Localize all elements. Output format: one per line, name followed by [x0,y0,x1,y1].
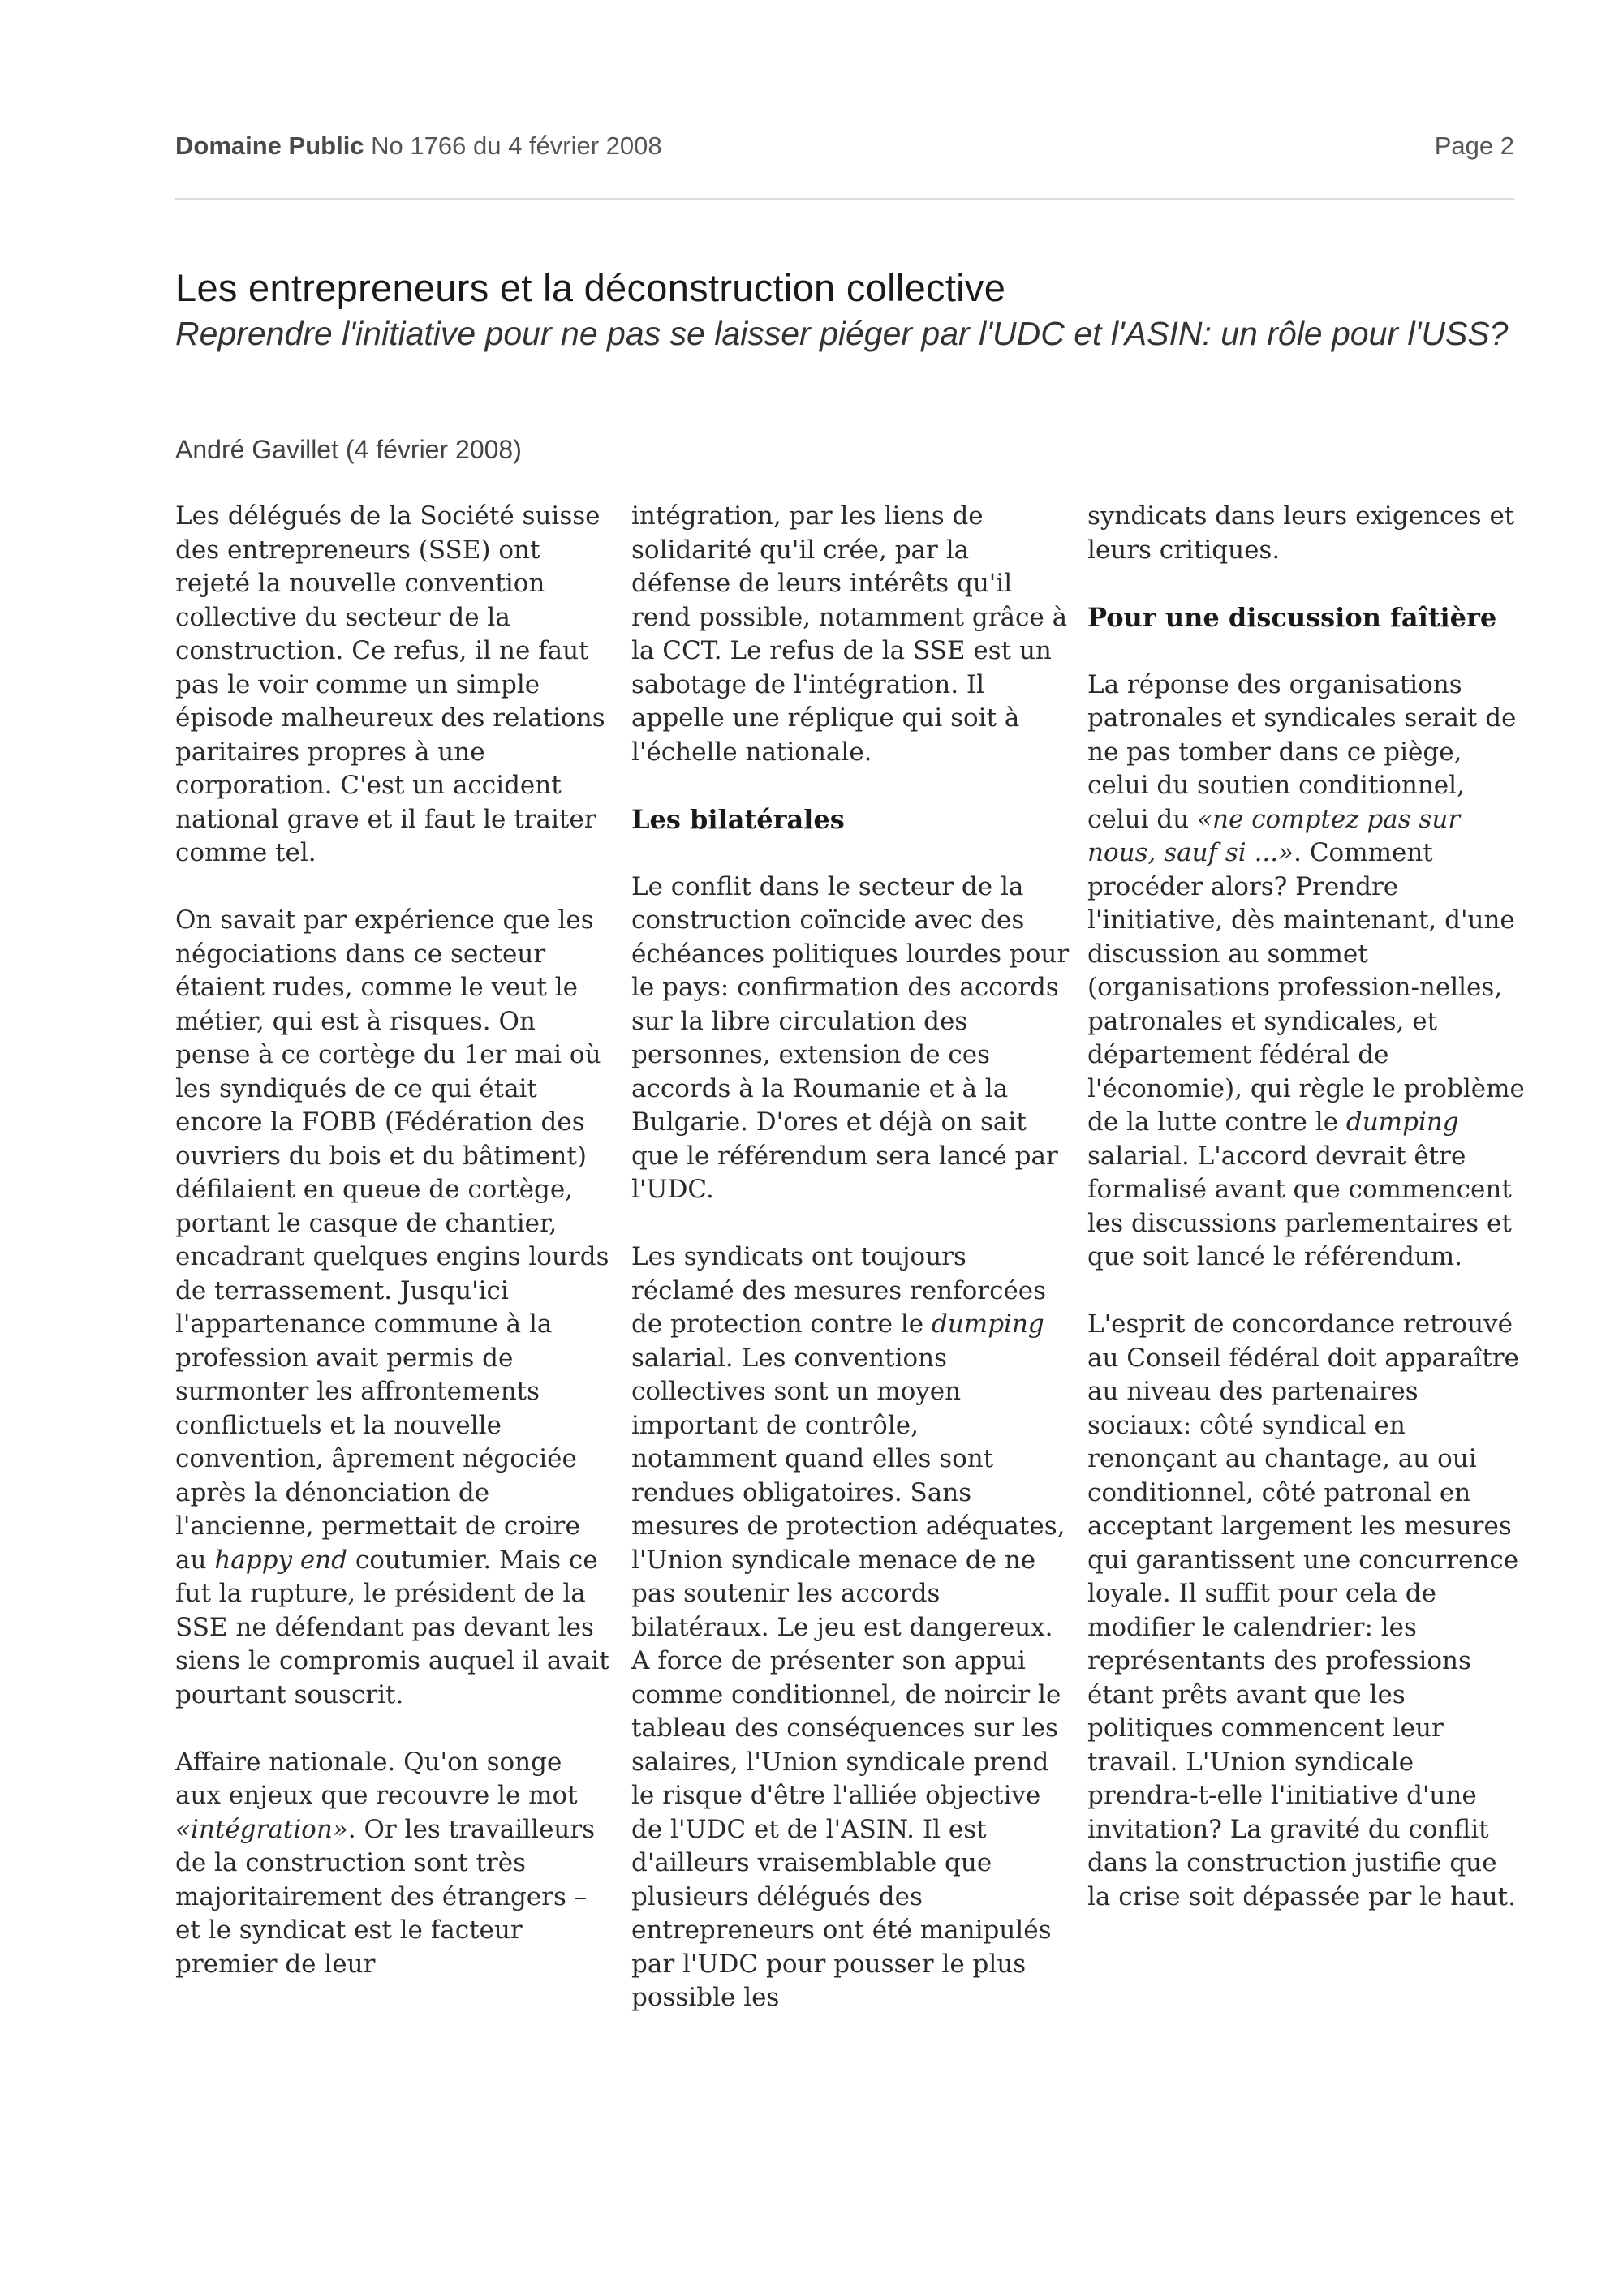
paragraph: syndicats dans leurs exigences et leurs critiques. [1087,501,1515,565]
emphasis: «intégration» [175,1814,348,1844]
section-heading: Les bilatérales [631,803,845,835]
emphasis: dumping [931,1309,1044,1339]
page-number: Page 2 [1434,131,1514,160]
paragraph: La réponse des organisations patronales et syndicales serait de ne pas tomber dans ce piège, celui du soutien conditionnel, celui du «ne comptez pas sur nous, sauf si ...». Comment procéder alors? Prendre l'initiative, dès maintenant, d'une discussion au sommet (organisations profession-nelles, patronales et syndicales, et département fédéral de l'économie), qui règle le problème de la lutte contre le dumping salarial. L'accord devrait être formalisé avant que commencent les discussions parlementaires et que soit lancé le référendum. [1087,669,1525,1271]
emphasis: dumping [1345,1107,1459,1137]
paragraph: Les délégués de la Société suisse des entrepreneurs (SSE) ont rejeté la nouvelle convention collective du secteur de la construction. Ce refus, il ne faut pas le voir comme un simple épisode malheureux des relations paritaires propres à une corporation. C'est un accident national grave et il faut le traiter comme tel. [175,501,605,867]
article-subtitle: Reprendre l'initiative pour ne pas se laisser piéger par l'UDC et l'ASIN: un rôle pour l'USS? [175,315,1509,352]
paragraph: On savait par expérience que les négociations dans ce secteur étaient rudes, comme le veut le métier, qui est à risques. On pense à ce cortège du 1er mai où les syndiqués de ce qui était encore la FOBB (Fédération des ouvriers du bois et du bâtiment) défilaient en queue de cortège, portant le casque de chantier, encadrant quelques engins lourds de terrassement. Jusqu'ici l'appartenance commune à la profession avait permis de surmonter les affrontements conflictuels et la nouvelle convention, âprement négociée après la dénonciation de l'ancienne, permettait de croire au happy end coutumier. Mais ce fut la rupture, le président de la SSE ne défendant pas devant les siens le compromis auquel il avait pourtant souscrit. [175,905,609,1709]
paragraph: Affaire nationale. Qu'on songe aux enjeux que recouvre le mot «intégration». Or les travailleurs de la construction sont très majoritairement des étrangers – et le syndicat est le facteur premier de leur [175,1747,596,1979]
column-1 [175,500,613,2015]
header-divider [175,198,1514,200]
section-heading: Pour une discussion faîtière [1087,601,1497,633]
paragraph: Le conflit dans le secteur de la construction coïncide avec des échéances politiques lourdes pour le pays: confirmation des accords sur la libre circulation des personnes, extension de ces accords à la Roumanie et à la Bulgarie. D'ores et déjà on sait que le référendum sera lancé par l'UDC. [631,871,1070,1204]
paragraph: Les syndicats ont toujours réclamé des mesures renforcées de protection contre le dumping salarial. Les conventions collectives sont un moyen important de contrôle, notamment quand elles sont rendues obligatoires. Sans mesures de protection adéquates, l'Union syndicale menace de ne pas soutenir les accords bilatéraux. Le jeu est dangereux. A force de présenter son appui comme conditionnel, de noircir le tableau des conséquences sur les salaires, l'Union syndicale prend le risque d'être l'alliée objective de l'UDC et de l'ASIN. Il est d'ailleurs vraisemblable que plusieurs délégués des entrepreneurs ont été manipulés par l'UDC pour pousser le plus possible les [631,1242,1065,2012]
paragraph: intégration, par les liens de solidarité qu'il crée, par la défense de leurs intérêts qu'il rend possible, notamment grâce à la CCT. Le refus de la SSE est un sabotage de l'intégration. Il appelle une réplique qui soit à l'échelle nationale. [631,501,1068,767]
article-byline: André Gavillet (4 février 2008) [175,435,522,464]
emphasis: happy end [214,1545,347,1575]
page-header [175,131,1514,172]
column-3 [1087,500,1526,1948]
paragraph: L'esprit de concordance retrouvé au Conseil fédéral doit apparaître au niveau des partenaires sociaux: côté syndical en renonçant au chantage, au oui conditionnel, côté patronal en acceptant largement les mesures qui garantissent une concurrence loyale. Il suffit pour cela de modifier le calendrier: les représentants des professions étant prêts avant que les politiques commencent leur travail. L'Union syndicale prendra-t-elle l'initiative d'une invitation? La gravité du conflit dans la construction justifie que la crise soit dépassée par le haut. [1087,1309,1519,1911]
issue-info: No 1766 du 4 février 2008 [371,131,662,160]
publication-name: Domaine Public [175,131,364,160]
article-title: Les entrepreneurs et la déconstruction collective [175,266,1006,309]
column-2 [631,500,1070,2049]
emphasis: «ne comptez pas sur nous, sauf si ...» [1087,804,1461,867]
